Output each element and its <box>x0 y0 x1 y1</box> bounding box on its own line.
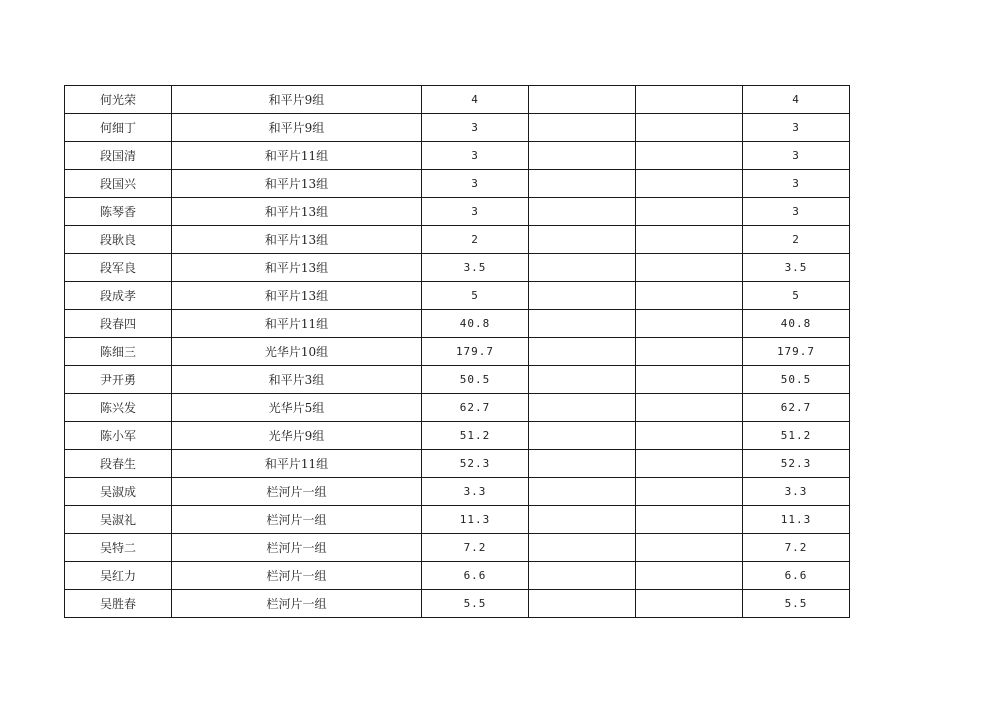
empty-cell[interactable] <box>529 114 636 142</box>
total-cell[interactable]: 51.2 <box>743 422 850 450</box>
empty-cell[interactable] <box>636 170 743 198</box>
spreadsheet-page <box>64 85 850 618</box>
table-row <box>65 310 850 338</box>
value-cell[interactable]: 3.5 <box>422 254 529 282</box>
value-cell[interactable]: 179.7 <box>422 338 529 366</box>
empty-cell[interactable] <box>529 590 636 618</box>
empty-cell[interactable] <box>636 198 743 226</box>
group-cell[interactable]: 和平片13组 <box>172 226 422 254</box>
name-cell[interactable]: 段春生 <box>65 450 172 478</box>
empty-cell[interactable] <box>529 226 636 254</box>
empty-cell[interactable] <box>636 114 743 142</box>
group-cell[interactable]: 和平片13组 <box>172 282 422 310</box>
empty-cell[interactable] <box>636 254 743 282</box>
name-cell[interactable]: 何细丁 <box>65 114 172 142</box>
group-cell[interactable]: 光华片5组 <box>172 394 422 422</box>
total-cell[interactable]: 5 <box>743 282 850 310</box>
table-row <box>65 562 850 590</box>
empty-cell[interactable] <box>636 590 743 618</box>
group-cell[interactable]: 栏河片一组 <box>172 478 422 506</box>
empty-cell[interactable] <box>636 282 743 310</box>
value-cell[interactable]: 11.3 <box>422 506 529 534</box>
value-cell[interactable]: 52.3 <box>422 450 529 478</box>
table-row <box>65 534 850 562</box>
value-cell[interactable]: 62.7 <box>422 394 529 422</box>
total-cell[interactable]: 3 <box>743 198 850 226</box>
group-cell[interactable]: 和平片13组 <box>172 198 422 226</box>
empty-cell[interactable] <box>636 394 743 422</box>
empty-cell[interactable] <box>636 562 743 590</box>
empty-cell[interactable] <box>529 310 636 338</box>
table-row <box>65 114 850 142</box>
value-cell[interactable]: 7.2 <box>422 534 529 562</box>
name-cell[interactable]: 尹开勇 <box>65 366 172 394</box>
empty-cell[interactable] <box>529 562 636 590</box>
name-cell[interactable]: 吴红力 <box>65 562 172 590</box>
total-cell[interactable]: 5.5 <box>743 590 850 618</box>
name-cell[interactable]: 吴胜春 <box>65 590 172 618</box>
data-table <box>64 85 850 618</box>
table-row <box>65 338 850 366</box>
empty-cell[interactable] <box>529 366 636 394</box>
group-cell[interactable]: 和平片9组 <box>172 86 422 114</box>
group-cell[interactable]: 和平片3组 <box>172 366 422 394</box>
value-cell[interactable]: 4 <box>422 86 529 114</box>
empty-cell[interactable] <box>636 142 743 170</box>
group-cell[interactable]: 和平片9组 <box>172 114 422 142</box>
empty-cell[interactable] <box>529 198 636 226</box>
name-cell[interactable]: 何光荣 <box>65 86 172 114</box>
empty-cell[interactable] <box>529 534 636 562</box>
value-cell[interactable]: 40.8 <box>422 310 529 338</box>
name-cell[interactable]: 陈细三 <box>65 338 172 366</box>
table-row <box>65 366 850 394</box>
table-row <box>65 170 850 198</box>
group-cell[interactable]: 栏河片一组 <box>172 562 422 590</box>
table-body <box>65 86 850 618</box>
name-cell[interactable]: 段春四 <box>65 310 172 338</box>
empty-cell[interactable] <box>636 450 743 478</box>
value-cell[interactable]: 51.2 <box>422 422 529 450</box>
table-row <box>65 506 850 534</box>
name-cell[interactable]: 陈小军 <box>65 422 172 450</box>
group-cell[interactable]: 和平片11组 <box>172 450 422 478</box>
empty-cell[interactable] <box>636 506 743 534</box>
empty-cell[interactable] <box>529 142 636 170</box>
total-cell[interactable]: 179.7 <box>743 338 850 366</box>
total-cell[interactable]: 7.2 <box>743 534 850 562</box>
group-cell[interactable]: 光华片10组 <box>172 338 422 366</box>
name-cell[interactable]: 吴淑成 <box>65 478 172 506</box>
total-cell[interactable]: 3 <box>743 170 850 198</box>
value-cell[interactable]: 3.3 <box>422 478 529 506</box>
group-cell[interactable]: 和平片11组 <box>172 142 422 170</box>
name-cell[interactable]: 段军良 <box>65 254 172 282</box>
total-cell[interactable]: 2 <box>743 226 850 254</box>
total-cell[interactable]: 3 <box>743 114 850 142</box>
empty-cell[interactable] <box>636 226 743 254</box>
empty-cell[interactable] <box>529 450 636 478</box>
empty-cell[interactable] <box>529 86 636 114</box>
value-cell[interactable]: 3 <box>422 142 529 170</box>
table-row <box>65 394 850 422</box>
empty-cell[interactable] <box>636 534 743 562</box>
name-cell[interactable]: 陈琴香 <box>65 198 172 226</box>
name-cell[interactable]: 段耿良 <box>65 226 172 254</box>
empty-cell[interactable] <box>529 282 636 310</box>
empty-cell[interactable] <box>636 366 743 394</box>
table-row <box>65 86 850 114</box>
table-row <box>65 142 850 170</box>
table-row <box>65 198 850 226</box>
value-cell[interactable]: 5.5 <box>422 590 529 618</box>
table-row <box>65 282 850 310</box>
group-cell[interactable]: 栏河片一组 <box>172 506 422 534</box>
group-cell[interactable]: 栏河片一组 <box>172 534 422 562</box>
empty-cell[interactable] <box>529 422 636 450</box>
total-cell[interactable]: 3.3 <box>743 478 850 506</box>
table-row <box>65 254 850 282</box>
group-cell[interactable]: 和平片11组 <box>172 310 422 338</box>
value-cell[interactable]: 3 <box>422 170 529 198</box>
empty-cell[interactable] <box>529 170 636 198</box>
total-cell[interactable]: 6.6 <box>743 562 850 590</box>
table-row <box>65 478 850 506</box>
total-cell[interactable]: 62.7 <box>743 394 850 422</box>
empty-cell[interactable] <box>529 338 636 366</box>
value-cell[interactable]: 50.5 <box>422 366 529 394</box>
total-cell[interactable]: 50.5 <box>743 366 850 394</box>
value-cell[interactable]: 2 <box>422 226 529 254</box>
group-cell[interactable]: 和平片13组 <box>172 170 422 198</box>
value-cell[interactable]: 5 <box>422 282 529 310</box>
empty-cell[interactable] <box>636 478 743 506</box>
value-cell[interactable]: 3 <box>422 198 529 226</box>
total-cell[interactable]: 40.8 <box>743 310 850 338</box>
empty-cell[interactable] <box>636 422 743 450</box>
empty-cell[interactable] <box>529 394 636 422</box>
total-cell[interactable]: 4 <box>743 86 850 114</box>
name-cell[interactable]: 段国清 <box>65 142 172 170</box>
empty-cell[interactable] <box>636 86 743 114</box>
value-cell[interactable]: 3 <box>422 114 529 142</box>
total-cell[interactable]: 3 <box>743 142 850 170</box>
empty-cell[interactable] <box>529 254 636 282</box>
name-cell[interactable]: 段国兴 <box>65 170 172 198</box>
empty-cell[interactable] <box>529 478 636 506</box>
table-row <box>65 590 850 618</box>
group-cell[interactable]: 栏河片一组 <box>172 590 422 618</box>
name-cell[interactable]: 吴特二 <box>65 534 172 562</box>
group-cell[interactable]: 光华片9组 <box>172 422 422 450</box>
name-cell[interactable]: 段成孝 <box>65 282 172 310</box>
total-cell[interactable]: 3.5 <box>743 254 850 282</box>
empty-cell[interactable] <box>636 310 743 338</box>
empty-cell[interactable] <box>529 506 636 534</box>
value-cell[interactable]: 6.6 <box>422 562 529 590</box>
empty-cell[interactable] <box>636 338 743 366</box>
table-row <box>65 226 850 254</box>
table-row <box>65 450 850 478</box>
group-cell[interactable]: 和平片13组 <box>172 254 422 282</box>
table-row <box>65 422 850 450</box>
name-cell[interactable]: 吴淑礼 <box>65 506 172 534</box>
total-cell[interactable]: 52.3 <box>743 450 850 478</box>
name-cell[interactable]: 陈兴发 <box>65 394 172 422</box>
total-cell[interactable]: 11.3 <box>743 506 850 534</box>
